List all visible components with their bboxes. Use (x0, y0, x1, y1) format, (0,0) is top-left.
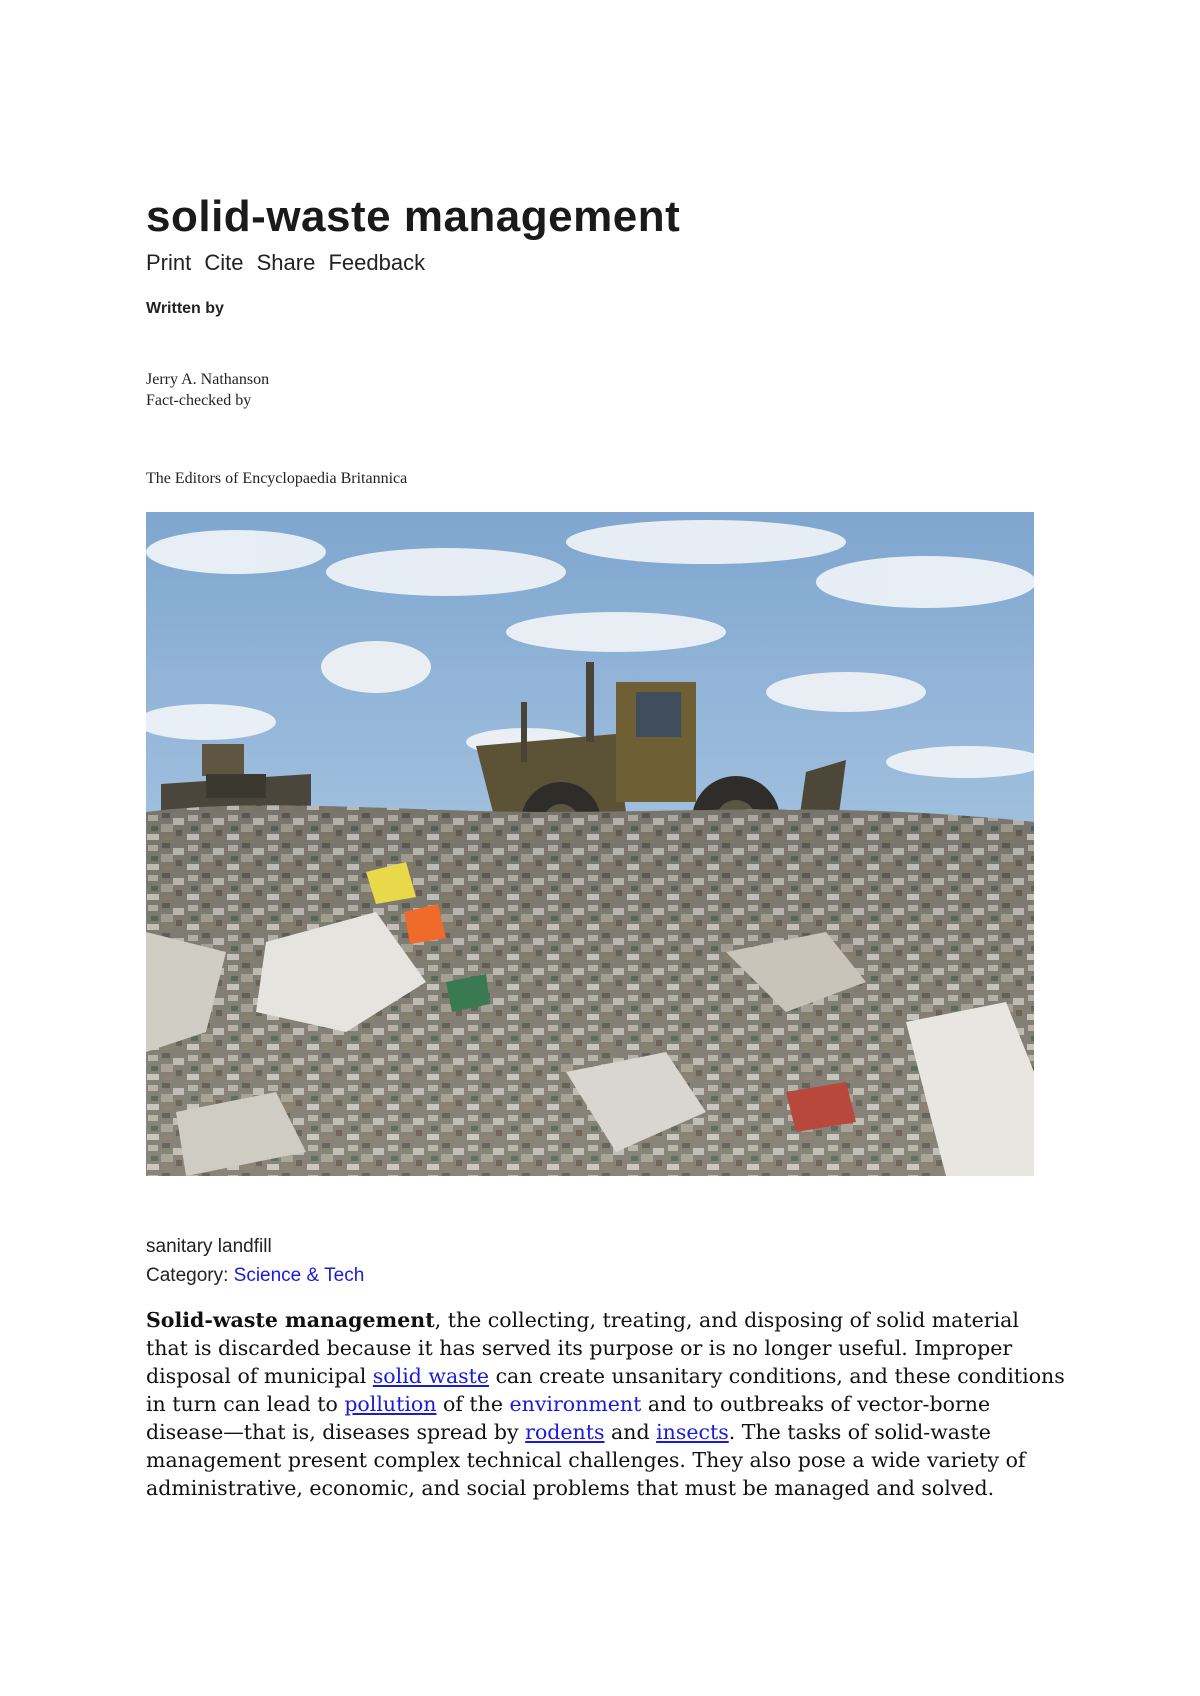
feedback-link[interactable]: Feedback (328, 250, 426, 275)
body-text-1: , the collecting, treating, and disposing of solid material that is discarded because it has served its purpose or is no longer useful. Improper disposal of municipal (146, 1308, 1019, 1388)
cite-link[interactable]: Cite (204, 250, 244, 275)
article-body (146, 1306, 1066, 1502)
category-link[interactable]: Science & Tech (233, 1265, 365, 1286)
share-link[interactable]: Share (256, 250, 316, 275)
fact-checker-name[interactable]: The Editors of Encyclopaedia Britannica (146, 470, 408, 487)
author-name[interactable]: Jerry A. Nathanson (146, 371, 270, 388)
link-insects[interactable]: insects (656, 1420, 729, 1444)
body-text-5: and (604, 1420, 657, 1444)
body-text-2: can create unsanitary conditions, and these conditions in turn can lead to (146, 1364, 1065, 1416)
written-by-label: Written by (146, 300, 224, 317)
body-text-4: and to outbreaks of vector-borne disease—that is, diseases spread by (146, 1392, 991, 1444)
figure-caption: sanitary landfill (146, 1236, 272, 1257)
category-label: Category: (146, 1265, 229, 1286)
landfill-photo[interactable] (146, 512, 1034, 1176)
body-text-3: of the (436, 1392, 510, 1416)
link-solid-waste[interactable]: solid waste (372, 1364, 490, 1388)
article-actions (146, 250, 432, 276)
link-pollution[interactable]: pollution (344, 1392, 437, 1416)
figure-category (146, 1265, 364, 1287)
print-link[interactable]: Print (146, 250, 192, 275)
article-title: solid-waste management (146, 192, 681, 241)
link-environment[interactable]: environment (509, 1392, 642, 1416)
lead-term: Solid-waste management (146, 1308, 435, 1332)
fact-checked-label: Fact-checked by (146, 392, 252, 409)
link-rodents[interactable]: rodents (525, 1420, 605, 1444)
body-text-6: . The tasks of solid-waste management present complex technical challenges. They also pose a wide variety of administrative, economic, and social problems that must be managed and solved. (146, 1420, 1026, 1500)
